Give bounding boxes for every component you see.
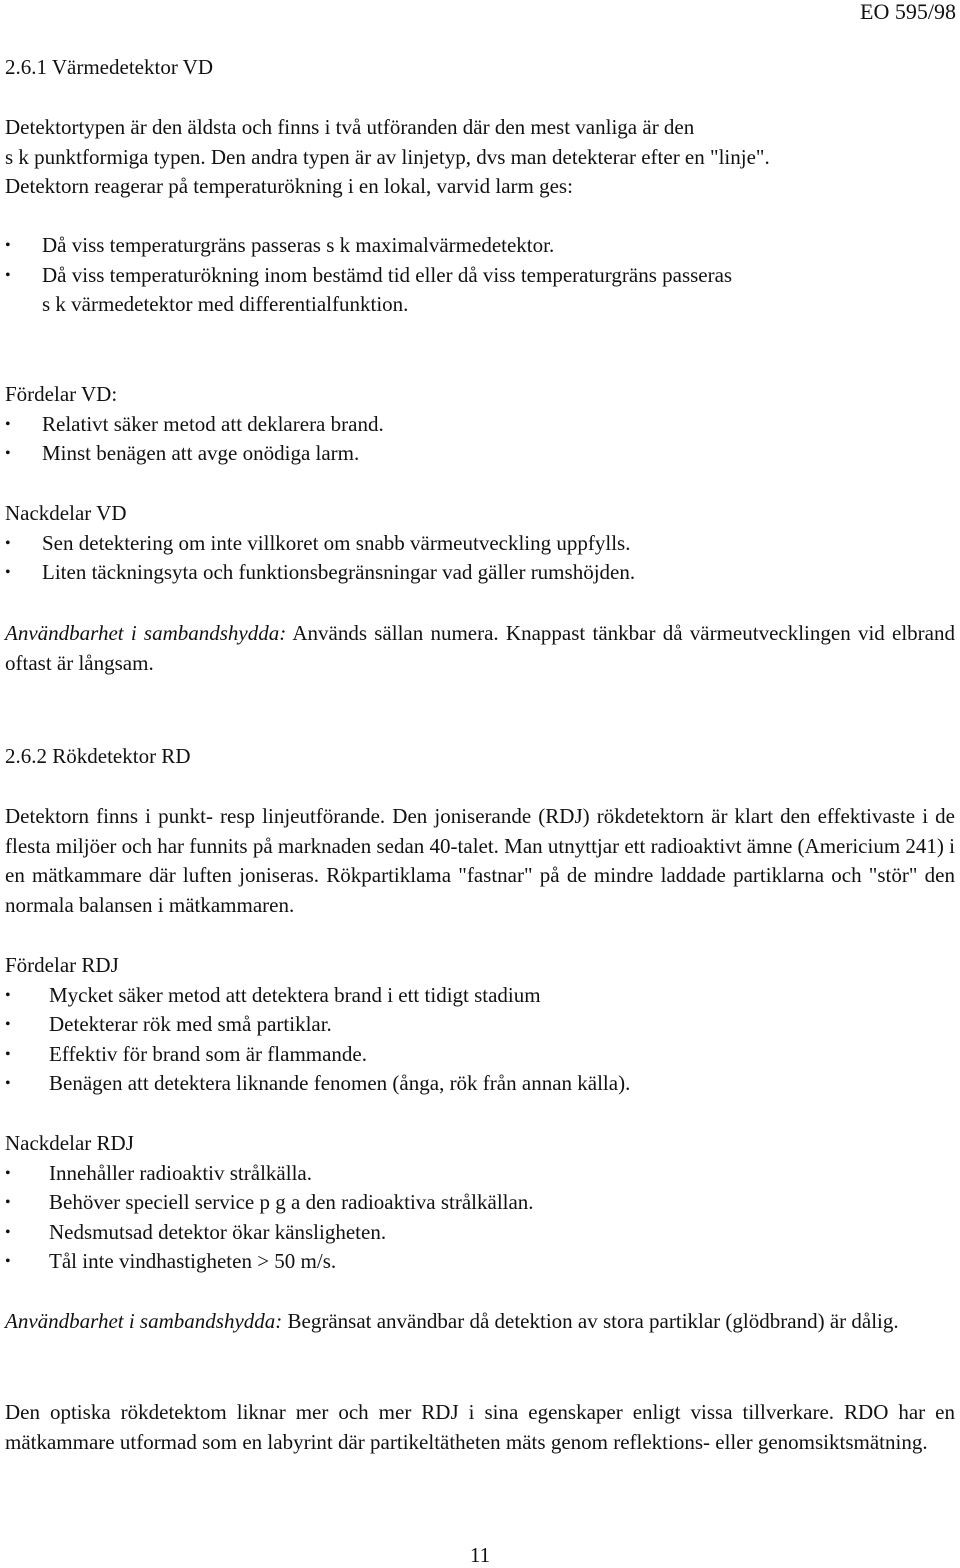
page-number: 11	[469, 1543, 491, 1567]
usability-label: Användbarhet i sambandshydda:	[5, 1309, 283, 1333]
trigger-list	[5, 231, 955, 320]
list-item: • Benägen att detektera liknande fenomen (ånga, rök från annan källa).	[5, 1069, 955, 1099]
intro-line: Detektorn reagerar på temperaturökning i en lokal, varvid larm ges:	[5, 174, 573, 198]
pros-rdj	[5, 951, 955, 1099]
pros-vd	[5, 380, 955, 469]
cons-heading: Nackdelar VD	[5, 501, 127, 525]
intro-line: s k punktformiga typen. Den andra typen är av linjetyp, dvs man detekterar efter en "linje".	[5, 144, 770, 169]
list-item: • Då viss temperaturökning inom bestämd tid eller då viss temperaturgräns passeras	[5, 261, 955, 291]
optical-detector-paragraph: Den optiska rökdetektom liknar mer och mer RDJ i sina egenskaper enligt vissa tillverkare. RDO har en mätkammare utformad som en labyrint där partikeltätheten mäts genom reflektions- eller genomsiktsmätning.	[5, 1400, 955, 1454]
list-item: • Minst benägen att avge onödiga larm.	[5, 439, 955, 469]
section-heading-2-6-2: 2.6.2 Rökdetektor RD	[5, 744, 191, 768]
document-code: EO 595/98	[860, 0, 956, 24]
pros-heading: Fördelar VD:	[5, 382, 118, 406]
usability-vd	[5, 619, 955, 678]
list-item: • Innehåller radioaktiv strålkälla.	[5, 1159, 955, 1189]
pros-heading: Fördelar RDJ	[5, 953, 119, 977]
list-item: • Tål inte vindhastigheten > 50 m/s.	[5, 1247, 955, 1277]
section-heading-2-6-1: 2.6.1 Värmedetektor VD	[5, 55, 214, 79]
intro-line: Detektortypen är den äldsta och finns i två utföranden där den mest vanliga är den	[5, 115, 695, 139]
list-item: • Nedsmutsad detektor ökar känsligheten.	[5, 1218, 955, 1248]
list-item: • Sen detektering om inte villkoret om snabb värmeutveckling uppfylls.	[5, 529, 955, 559]
usability-label: Användbarhet i sambandshydda:	[5, 621, 287, 645]
list-item: • Liten täckningsyta och funktionsbegränsningar vad gäller rumshöjden.	[5, 558, 955, 588]
list-item: • Behöver speciell service p g a den radioaktiva strålkällan.	[5, 1188, 955, 1218]
list-item-continuation: s k värmedetektor med differentialfunktion.	[42, 292, 409, 316]
cons-vd	[5, 499, 955, 588]
list-item: • Mycket säker metod att detektera brand i ett tidigt stadium	[5, 981, 955, 1011]
list-item: • Detekterar rök med små partiklar.	[5, 1010, 955, 1040]
cons-heading: Nackdelar RDJ	[5, 1131, 134, 1155]
cons-rdj	[5, 1129, 955, 1277]
section-intro-2-6-2: Detektorn finns i punkt- resp linjeutförande. Den joniserande (RDJ) rökdetektorn är klart den effektivaste i de flesta miljöer och har funnits på marknaden sedan 40-talet. Man utnyttjar ett radioaktivt ämne (Americium 241) i en mätkammare där luften joniseras. Rökpartiklama "fastnar" på de mindre laddade partiklarna och "stör" den normala balansen i mätkammaren.	[5, 804, 955, 917]
list-item: • Då viss temperaturgräns passeras s k maximalvärmedetektor.	[5, 231, 955, 261]
section-intro-2-6-1	[5, 113, 955, 202]
usability-rd	[5, 1307, 955, 1337]
list-item: • Effektiv för brand som är flammande.	[5, 1040, 955, 1070]
list-item: • Relativt säker metod att deklarera brand.	[5, 410, 955, 440]
usability-text: Används sällan numera. Knappast tänkbar då värmeutvecklingen vid elbrand oftast är långsam.	[5, 621, 955, 675]
usability-text: Begränsat användbar då detektion av stora partiklar (glödbrand) är dålig.	[282, 1309, 899, 1333]
